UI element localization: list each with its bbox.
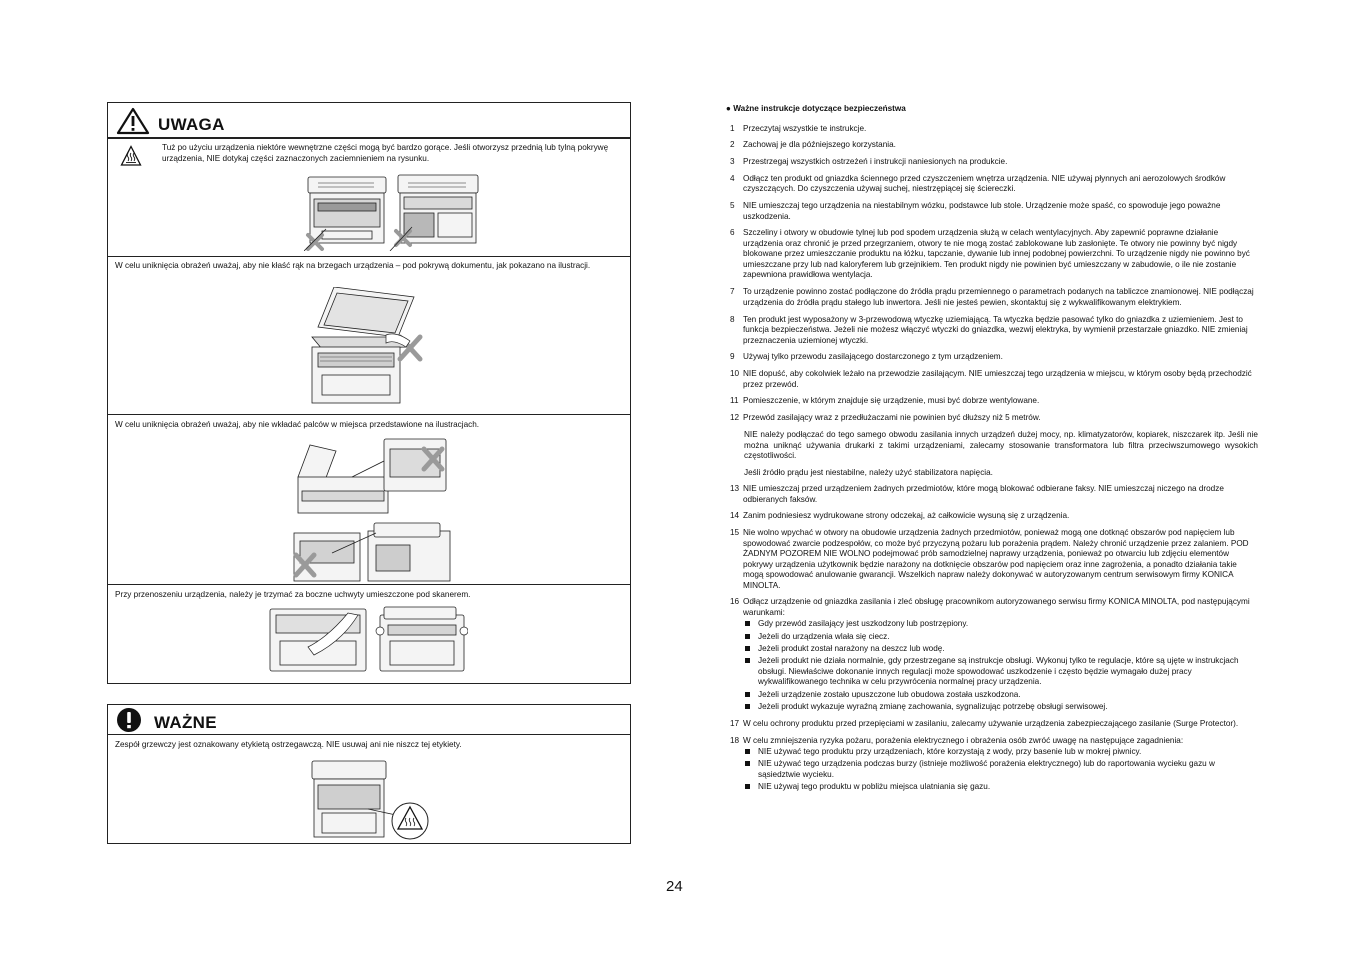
caution-title: UWAGA	[158, 115, 225, 134]
list-item	[726, 528, 1258, 591]
item-number: 15	[730, 528, 740, 538]
list-item	[726, 201, 1258, 222]
list-item	[726, 315, 1258, 347]
list-item	[726, 352, 1258, 363]
item-text: Używaj tylko przewodu zasilającego dostarczonego z tym urządzeniem.	[743, 352, 1003, 362]
caution-box	[107, 102, 631, 684]
item-text: Szczeliny i otwory w obudowie tylnej lub pod spodem urządzenia służą w celach wentylacyjnych. Aby zapewnić poprawne działanie urządzenia oraz chronić je przed przegrzaniem, otwory te nie mogą zostać zablokowane lub zasłonięte. Te otwory nie powinny być nigdy blokowane przez umieszczanie produktu na łóżku, tapczanie, dywanie lub innej podobnej powierzchni. To urządzenie nigdy nie powinno być umieszczane przy lub nad kaloryferem lub grzejnikiem. Ten produkt nigdy nie powinien być umieszczany w zabudowie, o ile nie zostanie zapewniona prawidłowa wentylacja.	[743, 228, 1250, 280]
item-number: 10	[730, 369, 740, 379]
list-item	[726, 736, 1258, 793]
caution-header	[108, 103, 630, 138]
printer-open-covers-illustration	[304, 169, 494, 251]
item-12-note-1: NIE należy podłączać do tego samego obwodu zasilania innych urządzeń dużej mocy, np. klimatyzatorów, kopiarek, niszczarek itp. Jeśli nie można uniknąć używania drukarki z takimi urządzeniami, zalecamy stosowanie transformatora lub filtra przeciwszumowego wysokich częstotliwości.	[744, 430, 1258, 461]
item-text: To urządzenie powinno zostać podłączone do źródła prądu przemiennego o parametrach podanych na tabliczce znamionowej. NIE podłączaj urządzenia do źródła prądu stałego lub inwertora. Jeśli nie jesteś pewien, skontaktuj się z wykwalifikowanym elektrykiem.	[743, 287, 1254, 307]
item-text: W celu ochrony produktu przed przepięciami w zasilaniu, zalecamy używanie urządzenia zabezpieczającego zasilanie (Surge Protector).	[743, 718, 1239, 728]
item-text: Odłącz ten produkt od gniazdka ściennego przed czyszczeniem wnętrza urządzenia. NIE używaj płynnych ani aerozolowych środków czyszczących. Do czyszczenia używaj suchej, niestrzępiącej się ściereczki.	[743, 173, 1226, 194]
item-text: Nie wolno wpychać w otwory na obudowie urządzenia żadnych przedmiotów, ponieważ mogą one dotknąć obszarów pod napięciem lub spowodować zwarcie podzespołów, co może być przyczyną pożaru lub porażenia prądem. Należy chronić urządzenie przez zalaniem. POD ŻADNYM POZOREM NIE WOLNO podejmować prób samodzielnej naprawy urządzenia, ponieważ po otwarciu lub zdjęciu elementów pokrywy urządzenia użytkownik będzie narażony na dotknięcie obszarów pod napięciem oraz inne zagrożenia, a ponadto działania takie mogą spowodować anulowanie gwarancji. Wszelkich napraw należy dokonywać w autoryzowanym centrum serwisowym firmy KONICA MINOLTA.	[743, 528, 1249, 590]
list-item	[726, 124, 1258, 135]
caution-section-fingers	[108, 414, 630, 584]
fuser-warning-label-illustration	[308, 759, 432, 841]
list-item	[726, 719, 1258, 730]
warning-triangle-icon	[116, 107, 150, 135]
important-header	[108, 705, 630, 735]
list-item	[726, 228, 1258, 281]
item-text: Przewód zasilający wraz z przedłużaczami nie powinien być dłuższy niż 5 metrów.	[743, 413, 1041, 423]
list-item	[726, 157, 1258, 168]
item-text: Przeczytaj wszystkie te instrukcje.	[743, 123, 867, 133]
list-item	[726, 484, 1258, 505]
item-number: 6	[730, 228, 735, 238]
bullet-item: Jeżeli urządzenie zostało upuszczone lub obudowa została uszkodzona.	[743, 690, 1258, 701]
important-box	[107, 704, 631, 844]
bullet-item: Jeżeli produkt został narażony na deszcz lub wodę.	[743, 644, 1258, 655]
printer-pinch-points-illustration	[292, 437, 452, 583]
item-number: 7	[730, 287, 735, 297]
item-number: 4	[730, 173, 735, 183]
item-number: 18	[730, 735, 740, 745]
item-12-note-2: Jeśli źródło prądu jest niestabilne, należy użyć stabilizatora napięcia.	[744, 467, 993, 477]
important-text: Zespół grzewczy jest oznakowany etykietą ostrzegawczą. NIE usuwaj ani nie niszcz tej etykiety.	[115, 740, 462, 749]
item-text: W celu zmniejszenia ryzyka pożaru, porażenia elektrycznego i obrażenia osób zwróć uwagę na następujące zagadnienia:	[743, 735, 1184, 745]
item-number: 11	[730, 396, 739, 406]
item-text: Ten produkt jest wyposażony w 3-przewodową wtyczkę uziemiającą. Ta wtyczka będzie pasować tylko do gniazdka z uziemieniem. Jest to funkcja bezpieczeństwa. Jeżeli nie możesz włączyć wtyczki do gniazdka, wezwij elektryka, by wymienił przestarzałe gniazdko. NIE zmieniaj przeznaczenia uziemionej wtyczki.	[743, 314, 1248, 345]
bullet-item: Jeżeli produkt nie działa normalnie, gdy przestrzegane są instrukcje obsługi. Wykonuj tylko te regulacje, które są ujęte w instrukcjach obsługi. Niewłaściwe dokonanie innych regulacji może spowodować uszkodzenie i często będzie wymagało dużej pracy wykwalifikowanego technika w celu przywrócenia normalnej pracy urządzenia.	[743, 656, 1258, 688]
item-text: Odłącz urządzenie od gniazdka zasilania i zleć obsługę pracownikom autoryzowanego serwisu firmy KONICA MINOLTA, pod następującymi warunkami:	[743, 597, 1250, 617]
item-number: 12	[730, 413, 740, 423]
item-18-bullets	[743, 747, 1258, 793]
item-number: 5	[730, 201, 735, 211]
caution-text-3: W celu uniknięcia obrażeń uważaj, aby nie wkładać palców w miejsca przedstawione na ilustracjach.	[115, 420, 480, 429]
bullet-item: NIE używać tego urządzenia podczas burzy (istnieje możliwość porażenia elektrycznego) lub do raportowania wycieku gazu w sąsiedztwie wycieku.	[743, 759, 1258, 780]
item-number: 3	[730, 157, 735, 167]
list-item	[726, 597, 1258, 712]
list-item	[726, 511, 1258, 522]
important-title: WAŻNE	[154, 713, 217, 732]
caution-section-hot-parts	[108, 138, 630, 256]
item-text: NIE umieszczaj tego urządzenia na niestabilnym wózku, podstawce lub stole. Urządzenie może spaść, co spowoduje jego poważne uszkodzenia.	[743, 201, 1221, 221]
list-item	[726, 174, 1258, 195]
item-16-bullets	[743, 619, 1258, 712]
caution-section-carrying	[108, 584, 630, 684]
safety-title-text: Ważne instrukcje dotyczące bezpieczeństwa	[733, 104, 906, 113]
bullet-item: NIE używać tego produktu przy urządzeniach, które korzystają z wody, przy basenie lub w mokrej piwnicy.	[743, 747, 1258, 758]
bullet-item: Gdy przewód zasilający jest uszkodzony lub postrzępiony.	[743, 619, 1258, 630]
item-number: 14	[730, 511, 740, 521]
item-text: Przestrzegaj wszystkich ostrzeżeń i instrukcji naniesionych na produkcie.	[743, 157, 1008, 167]
item-number: 2	[730, 140, 735, 150]
item-text: NIE umieszczaj przed urządzeniem żadnych przedmiotów, które mogą blokować odbierane faksy. NIE umieszczaj niczego na drodze odbieranych faksów.	[743, 484, 1224, 504]
caution-text-4: Przy przenoszeniu urządzenia, należy je trzymać za boczne uchwyty umieszczone pod skanerem.	[115, 590, 471, 599]
list-item	[726, 369, 1258, 390]
caution-text-2: W celu uniknięcia obrażeń uważaj, aby nie kłaść rąk na brzegach urządzenia – pod pokrywą dokumentu, jak pokazano na ilustracji.	[115, 261, 591, 270]
item-number: 16	[730, 597, 740, 607]
item-number: 1	[730, 123, 735, 133]
caution-text-1: Tuż po użyciu urządzenia niektóre wewnętrzne części mogą być bardzo gorące. Jeśli otworzysz przednią lub tylną pokrywę urządzenia, NIE dotykaj części zaznaczonych zaciemnieniem na rysunku.	[162, 143, 609, 163]
item-text: NIE dopuść, aby cokolwiek leżało na przewodzie zasilającym. NIE umieszczaj tego urządzenia w miejscu, w którym osoby będą przechodzić przez przewód.	[743, 369, 1252, 389]
safety-title: ● Ważne instrukcje dotyczące bezpieczeństwa	[726, 104, 906, 113]
item-number: 13	[730, 484, 740, 494]
printer-scanner-lid-illustration	[304, 287, 434, 411]
list-item	[726, 396, 1258, 407]
item-text: Zachowaj je dla późniejszego korzystania.	[743, 140, 896, 150]
caution-section-hands	[108, 256, 630, 414]
safety-instructions	[726, 104, 1258, 799]
item-number: 9	[730, 352, 735, 362]
exclamation-circle-icon	[115, 707, 143, 733]
bullet-item: NIE używaj tego produktu w pobliżu miejsca ulatniania się gazu.	[743, 782, 1258, 793]
item-text: Zanim podniesiesz wydrukowane strony odczekaj, aż całkowicie wysuną się z urządzenia.	[743, 511, 1070, 521]
bullet-item: Jeżeli do urządzenia wlała się ciecz.	[743, 632, 1258, 643]
item-text: Pomieszczenie, w którym znajduje się urządzenie, musi być dobrze wentylowane.	[743, 396, 1040, 406]
item-number: 8	[730, 314, 735, 324]
list-item	[726, 140, 1258, 151]
hot-surface-icon	[120, 145, 142, 167]
list-item	[726, 413, 1258, 424]
item-number: 17	[730, 718, 740, 728]
left-column	[107, 102, 631, 684]
printer-carry-handles-illustration	[268, 605, 468, 673]
bullet-item: Jeżeli produkt wykazuje wyraźną zmianę zachowania, sygnalizując potrzebę obsługi serwisowej.	[743, 702, 1258, 713]
page-number: 24	[666, 878, 683, 895]
list-item	[726, 287, 1258, 308]
